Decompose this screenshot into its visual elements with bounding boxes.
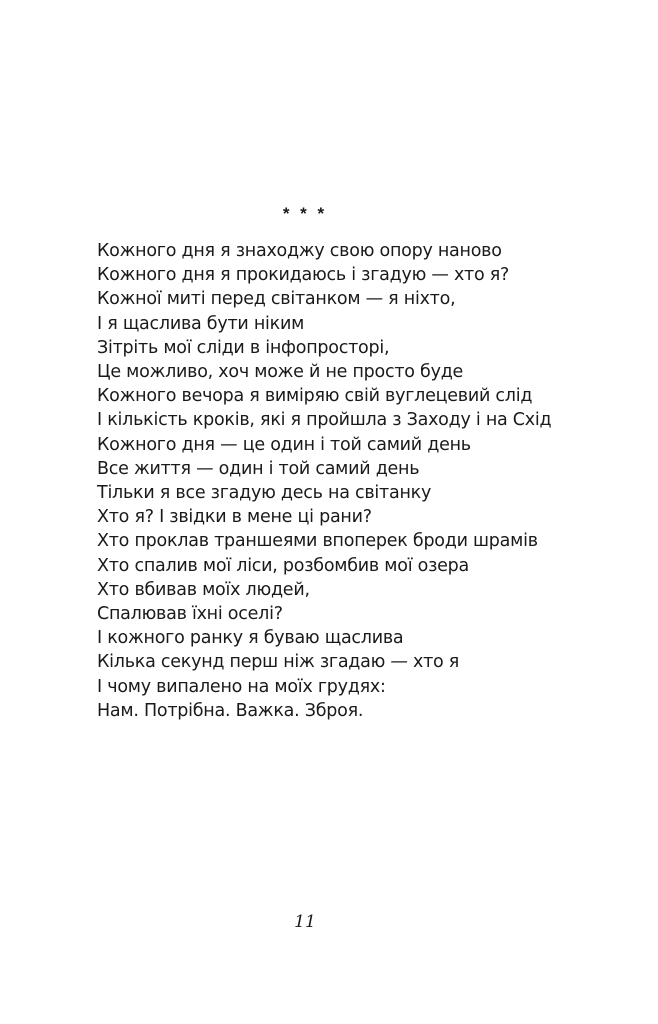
poem-line: І кожного ранку я буваю щаслива	[97, 628, 404, 649]
section-separator: * * *	[282, 204, 328, 223]
poem-line: І кількість кроків, які я пройшла з Заходу і на Схід	[97, 410, 552, 431]
poem-line: Кожної миті перед світанком — я ніхто,	[97, 289, 456, 310]
poem-text	[97, 239, 637, 723]
poem-line: Тільки я все згадую десь на світанку	[97, 483, 432, 504]
poem-line: Все життя — один і той самий день	[97, 458, 420, 479]
poem-line: Хто я? І звідки в мене ці рани?	[97, 507, 372, 528]
poem-line: Спалював їхні оселі?	[97, 604, 283, 625]
poem-line: Зітріть мої сліди в інфопросторі,	[97, 337, 390, 358]
page-number: 11	[294, 912, 316, 932]
poem-line: Хто вбивав моїх людей,	[97, 579, 310, 600]
poem-line: Нам. Потрібна. Важка. Зброя.	[97, 700, 364, 721]
poem-line: Хто спалив мої ліси, розбомбив мої озера	[97, 555, 469, 576]
poem-line: Хто проклав траншеями впоперек броди шрамів	[97, 531, 538, 552]
poem-line: Кожного дня я знаходжу свою опору наново	[97, 241, 502, 261]
poem-line: Це можливо, хоч може й не просто буде	[97, 362, 464, 383]
poem-line: Кожного дня я прокидаюсь і згадую — хто я?	[97, 265, 510, 286]
poem-line: І я щаслива бути ніким	[97, 313, 305, 334]
poem-line: І чому випалено на моїх грудях:	[97, 676, 386, 697]
poem-line: Кожного дня — це один і той самий день	[97, 434, 471, 455]
poem-line: Кілька секунд перш ніж згадаю — хто я	[97, 652, 460, 673]
poem-line: Кожного вечора я виміряю свій вуглецевий слід	[97, 386, 533, 407]
